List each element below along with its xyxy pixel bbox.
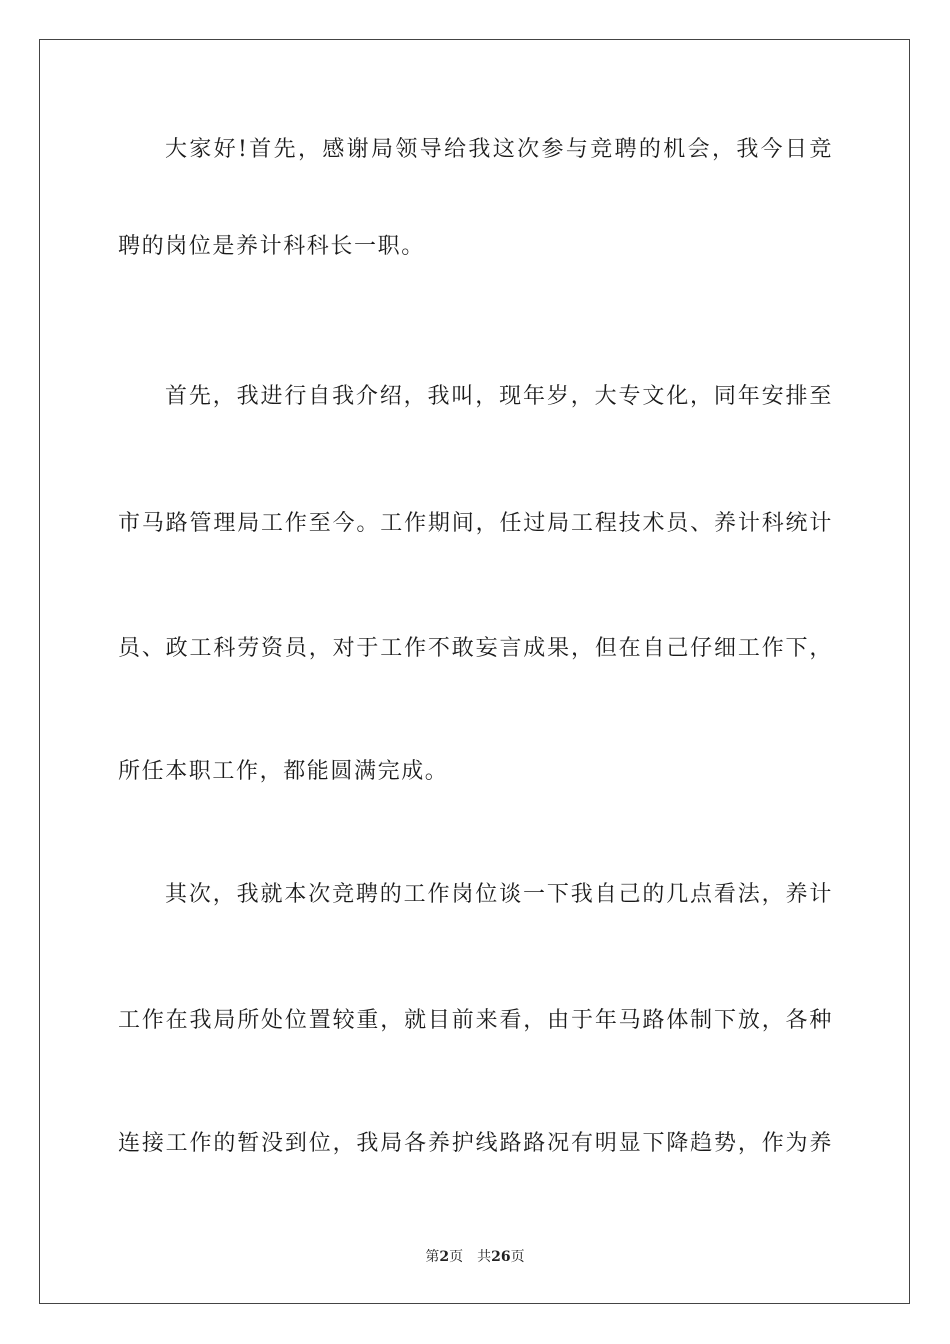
paragraph-1-line-2: 聘的岗位是养计科科长一职。 <box>118 234 425 259</box>
paragraph-2-line-3: 员、政工科劳资员，对于工作不敢妄言成果，但在自己仔细工作下， <box>118 636 833 661</box>
footer-total-suffix: 页 <box>510 1249 525 1265</box>
paragraph-3-line-1: 其次，我就本次竞聘的工作岗位谈一下我自己的几点看法，养计 <box>165 882 833 907</box>
page-footer <box>0 1247 950 1267</box>
paragraph-1-line-1: 大家好!首先，感谢局领导给我这次参与竞聘的机会，我今日竞 <box>165 137 833 162</box>
paragraph-2-line-2: 市马路管理局工作至今。工作期间，任过局工程技术员、养计科统计 <box>118 511 833 536</box>
footer-page-prefix: 第 <box>425 1249 440 1265</box>
footer-page-number: 2 <box>439 1249 450 1265</box>
footer-page-suffix: 页 <box>449 1249 464 1265</box>
paragraph-3-line-2: 工作在我局所处位置较重，就目前来看，由于年马路体制下放，各种 <box>118 1008 833 1033</box>
paragraph-2-line-1: 首先，我进行自我介绍，我叫，现年岁，大专文化，同年安排至 <box>165 384 833 409</box>
page-border <box>39 39 910 1304</box>
paragraph-3-line-3: 连接工作的暂没到位，我局各养护线路路况有明显下降趋势，作为养 <box>118 1131 833 1156</box>
footer-total-prefix: 共 <box>477 1249 492 1265</box>
paragraph-2-line-4: 所任本职工作，都能圆满完成。 <box>118 759 449 784</box>
footer-total-pages: 26 <box>491 1249 511 1265</box>
